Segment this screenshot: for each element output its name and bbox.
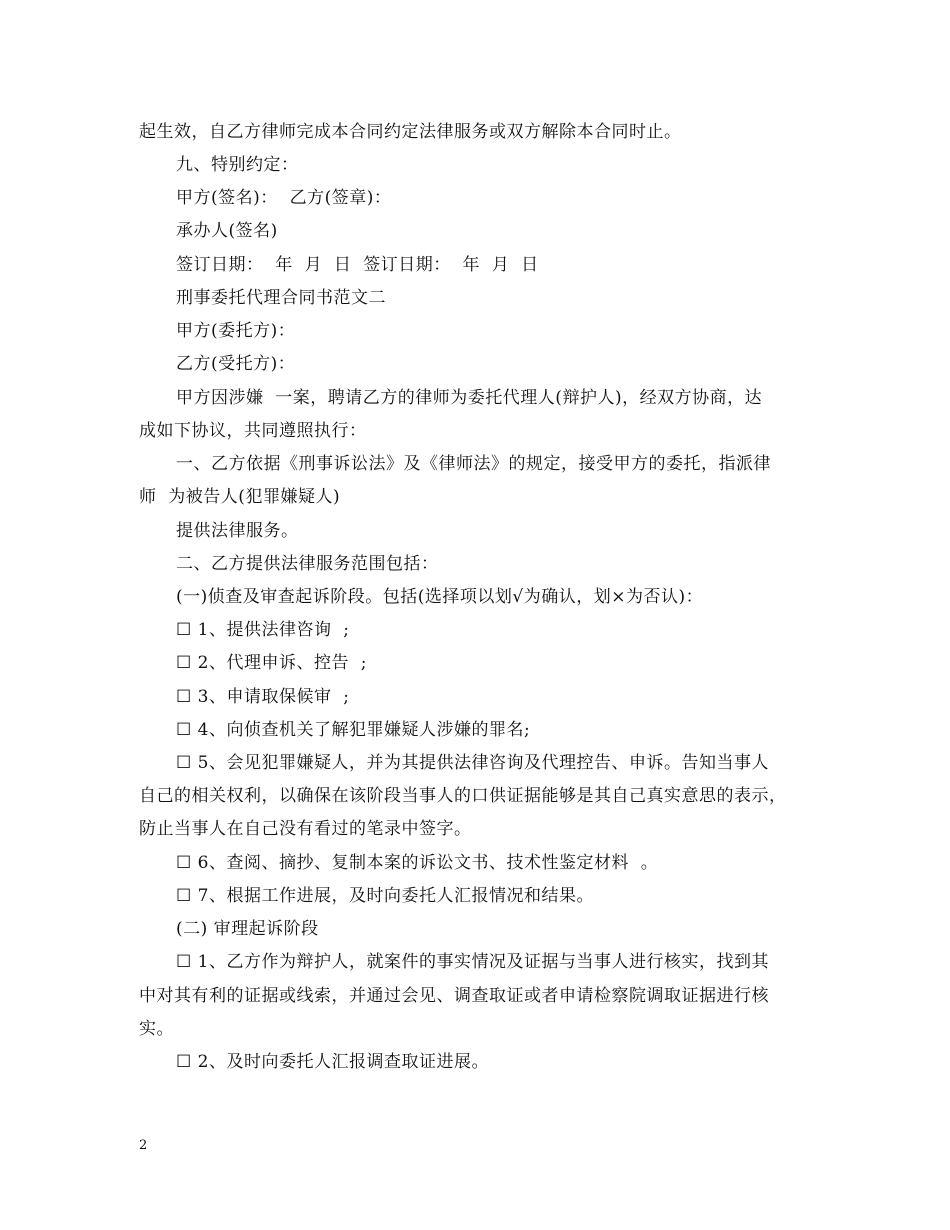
text-line: 甲方因涉嫌 一案，聘请乙方的律师为委托代理人(辩护人)，经双方协商，达	[176, 388, 763, 408]
text-line: ☐ 6、查阅、摘抄、复制本案的诉讼文书、技术性鉴定材料 。	[176, 853, 659, 873]
text-line: 九、特别约定：	[176, 155, 299, 175]
text-line: ☐ 1、提供法律咨询 ;	[176, 620, 350, 640]
text-line: 签订日期： 年 月 日 签订日期： 年 月 日	[176, 255, 539, 275]
text-line: ☐ 2、及时向委托人汇报调查取证进展。	[176, 1052, 489, 1072]
text-line: ☐ 5、会见犯罪嫌疑人，并为其提供法律咨询及代理控告、申诉。告知当事人	[176, 753, 769, 773]
text-line: (二) 审理起诉阶段	[176, 919, 319, 939]
text-line: 中对其有利的证据或线索，并通过会见、调查取证或者申请检察院调取证据进行核	[139, 986, 769, 1006]
text-line: 师 为被告人(犯罪嫌疑人)	[139, 487, 341, 507]
text-line: 乙方(受托方)：	[176, 354, 296, 374]
text-line: 甲方(签名)： 乙方(签章)：	[176, 188, 392, 208]
text-line: ☐ 2、代理申诉、控告 ;	[176, 653, 367, 673]
text-line: 甲方(委托方)：	[176, 321, 296, 341]
text-line: 二、乙方提供法律服务范围包括：	[176, 554, 439, 574]
text-line: (一)侦查及审查起诉阶段。包括(选择项以划√为确认，划×为否认)：	[176, 587, 704, 607]
text-line: ☐ 3、申请取保候审 ;	[176, 687, 350, 707]
page-number: 2	[139, 1138, 148, 1153]
text-line: 提供法律服务。	[176, 521, 299, 541]
text-line: ☐ 1、乙方作为辩护人，就案件的事实情况及证据与当事人进行核实，找到其	[176, 952, 769, 972]
text-line: 刑事委托代理合同书范文二	[176, 288, 386, 308]
text-line: 自己的相关权利，以确保在该阶段当事人的口供证据能够是其自己真实意思的表示，	[139, 786, 787, 806]
text-line: 承办人(签名)	[176, 221, 278, 241]
text-line: 成如下协议，共同遵照执行：	[139, 421, 367, 441]
text-line: 起生效，自乙方律师完成本合同约定法律服务或双方解除本合同时止。	[139, 122, 682, 142]
text-line: ☐ 4、向侦查机关了解犯罪嫌疑人涉嫌的罪名;	[176, 720, 531, 740]
text-line: 防止当事人在自己没有看过的笔录中签字。	[139, 819, 472, 839]
text-line: ☐ 7、根据工作进展，及时向委托人汇报情况和结果。	[176, 886, 594, 906]
text-line: 实。	[139, 1019, 174, 1039]
text-line: 一、乙方依据《刑事诉讼法》及《律师法》的规定，接受甲方的委托，指派律	[176, 454, 771, 474]
